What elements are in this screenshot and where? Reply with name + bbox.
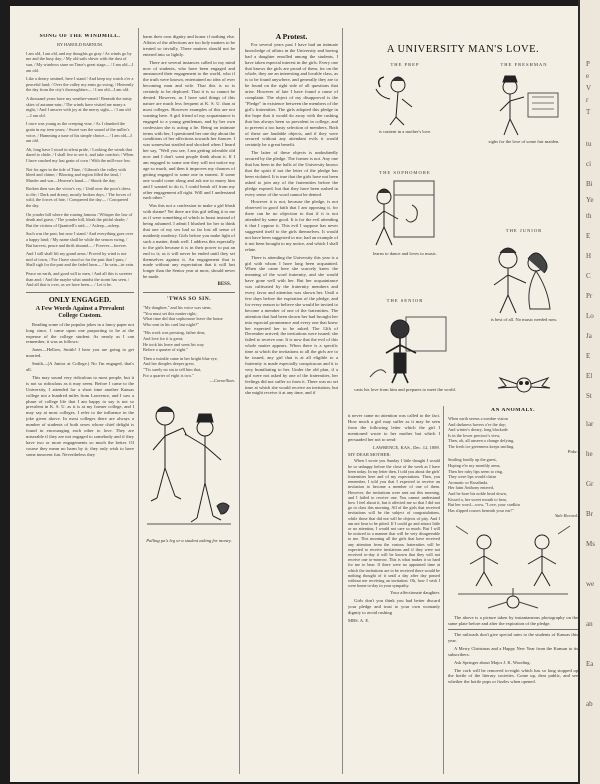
letter-body: When I wrote you Sunday I little thought I would be so unhappy before the close of the week as I have been today. In my letter then, I told you about the girls' fraternities here and of my expectations. Then, you remember, I told you that I expected to receive an invitation to become a member of one of them. However, the invitations were sent out this morning, and I failed to receive one. You cannot understand how I feel about it, but it affected me so that I did not go to class this morning. All of the girls that received invitations will be the subject of congratulations, while those that did not will be objects of pity. And I am not hear to be pitied. If I could go and attract little or no attention, I would not care so much. But I will be noticed in a manner that will be very disagreeable to me. This morning all the girls that have received any attention from the various fraternities will be expected to receive invitations and if they were not received to-day it will be known that they will not receive one to-morrow. This is what makes it so hard for me to bear. If there were no appointed time at which the invitations are to be received there would be nothing thought of it until a day after day passed without me receiving an invitation. Oh, how I wish I were home to-day in your sympathy. <box>348 458 440 589</box>
poem-byline: BY HAROLD BARNUM. <box>57 41 103 47</box>
article-paragraph: For several years past I have had an intimate knowledge of affairs in the University and having had a daughter enrolled among the students, I have taken especial interest in the girls. Every one that knows the girls are proud of them, for on the whole, they are an interesting and lovable class, as is to be found anywhere, and generally they are to be found on the right side of all questions that arise. However of late I have found a cause of complaint. The object of my disapproval is the "Pledge" in existence between the members of the girl's fraternities. The girls adopted this pledge in the hope that it would do away with the rushing that has always been so prevalent in college, and to prevent a too hasty selection of members. Both of these are laudable objects, and if they were secured without any attendant evils it would certainly be a great benefit. <box>245 41 338 148</box>
newspaper-page <box>10 6 580 782</box>
poem-line: And her dimples deeper grew, <box>143 361 195 367</box>
edge-text: Ja <box>586 332 592 340</box>
edge-text: Ye <box>586 196 594 204</box>
edge-text: V <box>586 84 592 92</box>
edge-text: an <box>586 620 593 628</box>
column-4 <box>348 413 440 779</box>
poem-line: When earth seems a sombre vision <box>448 415 508 421</box>
poem-stanza: Like a dreary sentinel, here I stand / And keep my watch o'er a peaceful land; / Over the valley my arms go swing, / Heavenly the day from the city's thoroughfare— / I am old—I am old. <box>26 76 134 93</box>
article-paragraph: Girls don't you think you had better discard your pledge and trust to your own womanly dignity to avoid rushing <box>348 598 440 616</box>
poem-line: Hoping e'er my monthly arms, <box>448 462 501 468</box>
edge-text: T <box>586 108 591 116</box>
edge-text: Lo <box>586 312 594 320</box>
windmill-poem <box>26 51 134 288</box>
edge-text: ci <box>586 160 592 168</box>
poem-line: But her word—wow, "Love, your cardkin <box>448 502 520 508</box>
edge-text: Pr <box>586 292 593 300</box>
caption-paragraph: The above is a picture taken by instantaneous photography on the same plate before and after the expiration of the pledge. <box>448 615 578 627</box>
edge-text: Br <box>586 510 593 518</box>
signature: BESS. <box>217 282 231 288</box>
poem-stanza: Not for ages in the tide of Time, / Gibson's the valley with bleed and chime; / Blowing and region filled the land, / Murder and war—Heaven's hand— / Shook the day. <box>26 166 126 183</box>
edge-text: r <box>586 96 589 104</box>
poem-stanza: On yonder hill where the roaring famous / Whisper the law of death and grave, / The yonder hill, bleak the pitiful shade; / But the victims of Quantrell's raid— / Asleep—asleep. <box>26 211 133 228</box>
edge-text: Gr <box>586 480 594 488</box>
panel-label: THE FRESHMAN <box>500 62 548 67</box>
column-rule <box>342 28 343 774</box>
panel-label: THE SOPHOMORE <box>379 170 431 175</box>
poem-line: Then her ruby lips seem to ring, <box>448 468 504 474</box>
poem-title: 'TWAS SO SIN. <box>166 296 212 303</box>
edge-text: P <box>586 60 590 68</box>
article-paragraph: it never came no attention was called to the fact. How much a girl may suffer as it may be seen from the following letter which the girl I mentioned wrote to her mother but which I persuaded her not to send: <box>348 413 440 442</box>
poem-line: Then, oh, all unseen a change defying, <box>448 438 515 444</box>
edge-text: C <box>586 272 591 280</box>
edge-text: ab <box>586 700 593 708</box>
panel-caption: learns to dance and loves to music. <box>372 251 438 256</box>
article-paragraph: There is attending the University this year is a girl with whom I have long been acquainted. When she came here she scarcely knew the meaning of the word fraternity, and she would have gone well with her. But her acquaintance was cultivated by the fraternity members and every favor and attention was shown her. Until a few days before the expiration of the pledge, and for every reason to believe she would be invited to become a member of one of the fraternities. The attention that had been shown her had brought her into especial prominence and every one that knew her expected her to be asked. The 12th of December arrived; the invitations were issued; she failed to receive one. It is now that the evil of this whole matter appears. When there is a specific time at which the invitations to all the girls are to be issued, any girl that is at all eligible to a fraternity is made especially conspicuous and it is very humiliating to her. Under the old plan, if a girl were not asked by one of the fraternities, her feelings did not suffer so from it. There was no set time at which she would receive an invitation, but she might receive it at any time, and if <box>245 254 338 396</box>
twas-so-sin-poem <box>143 305 235 378</box>
poem-line: Kissed a, her sweet mouth to hear, <box>448 496 508 502</box>
article-paragraph: Smith—(A Junior at College.) No I'm engaged, that's all. <box>26 361 134 373</box>
edge-text: e <box>586 72 590 80</box>
divider <box>26 292 134 293</box>
edge-text: E <box>586 352 591 360</box>
panel-caption: is content in a mother's love. <box>378 129 432 134</box>
poem-title: SONG OF THE WINDMILL. <box>39 34 121 39</box>
article-paragraph: The latter of these objects is undoubtedly secured by the pledge. The former is not. Any one that has been in the halls of the University knows that the spirit if not the letter of the pledge has been violated. It is true that the girls have not been asked to join any of the fraternities before the pledge expired, but that they have been rushed in every sense of the word cannot be denied. <box>245 150 338 197</box>
illustration-senior <box>350 298 460 392</box>
poem-stanza: I once was young as the creeping vine, / As I chunked the grain in my teen years; / Sweet was the sound of the miller's voice, / Humming a tune of his simple choice— / I am old—I am old. <box>26 121 132 144</box>
illustration-junior <box>470 228 578 322</box>
news-item: Ask Springer about Major J. K. Wooding. <box>454 659 531 665</box>
edge-text: E <box>586 232 591 240</box>
divider <box>448 629 578 630</box>
poem-line: And he bore his noble head down, <box>448 490 507 496</box>
anomaly-illustration <box>448 522 578 612</box>
poem-stanza: A thousand years have my weather-vaned / Beneath the misty skies of autumn-rain; / The winds have visited me many a night, / And I answer with joy at the merry sight— / I am old—I am old. <box>26 95 132 118</box>
poem-line: Has slipped rouxes beneath your ear!" <box>448 507 514 513</box>
edge-text: El <box>586 372 593 380</box>
poem-line: Who sent in his card last night?" <box>143 321 199 327</box>
poem-line: "You must set this matter right; <box>143 310 197 316</box>
poem-line: And darkness hovers o'er the day; <box>448 421 507 427</box>
poem-line: They were lips would claim <box>448 474 496 480</box>
poem-line: "His work was pressing, father dear, <box>143 330 206 336</box>
edge-text: H <box>586 252 592 260</box>
poem-credit: Puke. <box>567 449 578 455</box>
poem-line: The fresh ice greenness keeps smiling. <box>448 443 515 449</box>
story-subtitle: A Few Words Against a Prevalent College Custom. <box>35 304 125 319</box>
news-item: The railroads don't give special rates to the students of Kansas this year. <box>448 632 578 643</box>
poem-stanza: Peace on earth, and good will to men, / And all this is sweeter than and; / And the maybe what amidst the storm has seen, / And all that is over, as we have been— / Let it be. <box>26 271 133 288</box>
panel-caption: casts his love from him and prepares to meet the world. <box>354 387 456 392</box>
poem-line: Is in the lower precinct's view, <box>448 432 501 438</box>
panel-label: THE JUNIOR <box>505 228 543 233</box>
edge-text: Bi <box>586 180 593 188</box>
edge-text: Ea <box>586 660 594 668</box>
edge-text: he <box>586 450 593 458</box>
edge-text: th <box>586 212 592 220</box>
edge-text: Ms <box>586 540 595 548</box>
panel-caption: sighs for the love of some fair maiden. <box>488 139 560 144</box>
poem-stanza: Ah, long have I stood in silent pride, / Looking the winds that dared to chide; / I shall live to see it, and take comfort; / When I have crushed my last grain of corn / With the mill-race low. <box>26 146 134 163</box>
anomaly-poem-2 <box>448 457 578 513</box>
column-rule <box>138 28 139 774</box>
panel-caption: is best of all. No music needed now. <box>490 317 558 322</box>
poem-line: Before a quarter of eight." <box>143 347 189 353</box>
article-title: A Protest. <box>275 34 308 41</box>
poem-credit: Yale Record. <box>554 513 578 519</box>
story-title: ONLY ENGAGED. <box>48 294 112 304</box>
poem-line: "'Tis surely no sin to tell him that, <box>143 366 202 372</box>
poem-line: What time did that sophomore leave the house <box>143 316 223 322</box>
illustration-sophomore <box>350 170 460 256</box>
letter-closing: Your affectionate daughter. <box>390 590 440 596</box>
poem-credit: —Cornellian. <box>209 378 235 384</box>
poem-stanza: And I still shall lift my grand arms / Proved by wind is not mid of town, / For I have stood so far the past that I pass; / Shall sigh for the past and the faded lawn— / In vain—in vain. <box>26 251 134 268</box>
poem-stanza: Broken then was the victor's cry, / Until now the poor's dress to die; / Dark and dreary, mostly broken days, / The forces of wild, the forces of fate, / Conquered the day— / Conquered the day. <box>26 186 131 209</box>
edge-text: lar <box>586 420 594 428</box>
poem-line: For a quarter of eight is two." <box>143 372 194 378</box>
column-5 <box>448 408 578 778</box>
column-rule <box>443 406 444 774</box>
poem-stanza: I am old, I am old, and my thoughts go gray / As winds go by me and the busy day; / My old sails shiver with the dust of sun, / My windows stare on Time's great stage— / I am old—I am old. <box>26 50 134 73</box>
illustration-freshman <box>470 62 578 144</box>
signature: MRS. A. E. <box>348 618 370 624</box>
column-1 <box>26 34 134 779</box>
article-paragraph: Jones—Hellow, Smith! I hear you are going to get married. <box>26 347 134 359</box>
divider <box>143 292 235 293</box>
poem-line: Aromatic or Rosalinda. <box>448 479 489 485</box>
edge-text: tu <box>586 140 592 148</box>
ornament-owl <box>494 370 554 400</box>
poem-line: Her faint Anthony entered, <box>448 485 495 491</box>
letter-salutation: MY DEAR MOTHER: <box>348 452 391 458</box>
panel-label: THE SENIOR <box>386 298 424 303</box>
poem-line: "My daughter," and his voice was stern, <box>143 304 212 310</box>
article-paragraph: harm their own dignity and honor if nothing else. Affairs of the affections are too holy matters to be treated so trivially. These matters should not be entered into so lightly. <box>143 34 235 57</box>
illustration-title: A UNIVERSITY MAN'S LOVE. <box>386 44 540 55</box>
cartoon-illustration <box>143 388 235 538</box>
news-item: The cork will be removed to-night which has so long stopped up the bottle of the literary societies. Come up, dear public, and see whether the bottle pops or fizzles when opened. <box>448 667 578 685</box>
column-3 <box>245 34 338 779</box>
poem-title: AN ANOMALY. <box>491 408 535 413</box>
anomaly-poem <box>448 416 578 450</box>
poem-line: Smiling fondly up the guest, <box>448 457 497 463</box>
article-paragraph: However it is not, because the pledge, is not observed in good faith that I am opposing it, for there can be no objection to that if it is not attended by some good. It is for the evil attending it that I oppose it. This evil I suppose has never suggested itself to the girls themselves. It would not have been suggested to me, had an example of it not been brought to my notice, and which I shall relate. <box>245 199 338 252</box>
column-rule <box>239 28 240 774</box>
news-item: A Merry Christmas and a Happy New Year from the Kansan to its subscribers. <box>448 645 578 657</box>
panel-label: THE PREP <box>390 62 420 67</box>
cartoon-caption: Pulling pa's leg or a student asking for money. <box>146 538 232 543</box>
edge-text: St <box>586 392 592 400</box>
article-paragraph: Was this not a confession to make a girl blush with shame? Yet there are this girl telling it to me as if were something of which to boast instead of being ashamed. I admit I blushed for her to think that one of my sex had so far lost all sense of maidenly modesty. Girls before you make light of such a matter, think well. I address this especially to the girls because it is in their power to put an end to it; as it will never be ended until they set themselves against it. An engagement that is made without any expectation that it will last longer than the Senior year at most, should never be made. <box>143 203 235 280</box>
article-paragraph: Reading some of the popular jokes in a fancy paper not long since, I came upon one purporting to be at the expense of the college student. As nearly as I can remember, it was as follows: <box>26 321 134 345</box>
poem-line: He took his leave and went his way <box>143 341 204 347</box>
illustration-prep <box>350 62 460 134</box>
column-2 <box>143 34 235 779</box>
poem-stanza: Such was the past; but now I stand / And everything goes over a happy land; / My name shall be while the season swing, / But harvest, peace and thrift abound— / Forever—forever. <box>26 231 134 248</box>
article-paragraph: There are several instances called to my mind now of students, who have been engaged and announced their engagement to the world, who if the truth were known, entertained no idea of ever becoming man and wife. That this is so is certainly to be deplored. That it is so cannot be denied. However, as I have said things of this nature are much less frequent at K. S. U. than at most colleges. However examples of this are not wanting here. A girl friend of my acquaintance is engaged to a young gentleman, and by her own confession she is acting a lie. Being on intimate terms with her, I questioned her one day about the conditions of her affections towards her fiancee. I was somewhat startled and shocked when I heard her say, "Well you see, I am getting tolerable old now and I don't want people think about it. If I am engaged to some one they will not notice my age so much, and then it improves my chances of getting engaged to some one in earnest. If some one would come along and ask me to marry him and I wanted to do it, I could break off from my other engagement all right. Will and I understand each other." <box>143 59 235 201</box>
poem-line: Then a twinkle came in her bright blue eye, <box>143 355 218 361</box>
poem-line: And love for it is great; <box>143 335 184 341</box>
article-paragraph: This may sound very ridiculous to most people, but it is not so ridiculous as it may seem. Before I came to the University, I attended for a short time another Kansas college not a hundred miles from Lawrence, and I saw a phase of college life that I am happy to say is not so prevalent in K. S. U. as it is at my former college, and I may say at most colleges. I refer to the influence in the joke given above. In most colleges there are always a number of students of both sexes whose chief delight is found in encouraging each other to love. They are miserable if they are not engaged to somebody and if they have two or more engagements so much the better. Of course they mean no harm by it; they only wish to have some innocent fun. Nevertheless they <box>26 374 134 457</box>
poem-line: And winter's dreary, long blackade <box>448 427 508 433</box>
edge-text: we <box>586 580 595 588</box>
letter-dateline: LAWRENCE, KAS., Dec. 12, 1889. <box>373 444 440 450</box>
adjacent-page-edge <box>578 0 600 784</box>
